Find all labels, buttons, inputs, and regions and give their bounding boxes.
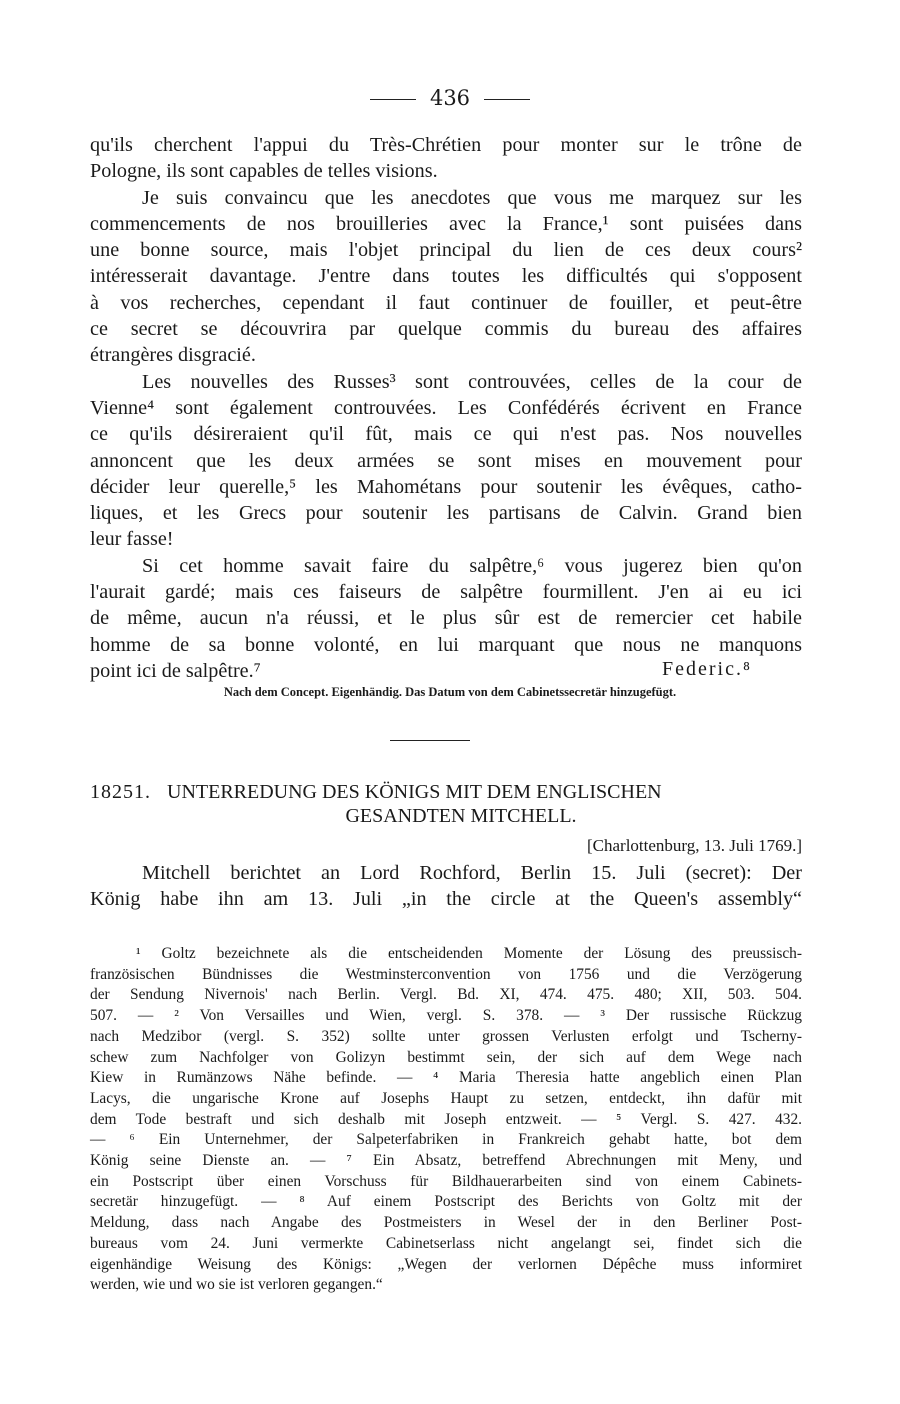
- letter-line: Je suis convaincu que les anecdotes que vous me marquez sur les: [142, 186, 802, 209]
- page-number: [0, 86, 900, 110]
- footnote-line: 507. — ² Von Versailles und Wien, vergl. S. 378. — ³ Der russische Rückzug: [90, 1007, 802, 1025]
- footnote-line: ¹ Goltz bezeichnete als die entscheidenden Momente der Lösung des preussisch-: [136, 945, 802, 962]
- page-number-text: 436: [429, 86, 471, 110]
- letter-line: décider leur querelle,⁵ les Mahométans pour soutenir les évêques, catho-: [90, 475, 802, 498]
- footnote-line: dem Tode bestraft und sich deshalb mit Joseph entzweit. — ⁵ Vergl. S. 427. 432.: [90, 1110, 802, 1128]
- letter-line: point ici de salpêtre.⁷: [90, 659, 261, 682]
- letter-line: leur fasse!: [90, 528, 174, 551]
- footnote-line: Meldung, dass nach Angabe des Postmeisters in Wesel der in den Berliner Post-: [90, 1214, 802, 1232]
- letter-line: Les nouvelles des Russes³ sont controuvées, celles de la cour de: [142, 370, 802, 393]
- report-line: Mitchell berichtet an Lord Rochford, Berlin 15. Juli (secret): Der: [142, 862, 802, 884]
- footnote-line: Kiew in Rumänzows Nähe befinde. — ⁴ Maria Theresia hatte angeblich einen Plan: [90, 1069, 802, 1087]
- signature: Federic.⁸: [662, 658, 752, 680]
- footnote-line: ein Postscript über einen Vorschuss für Bildhauerarbeiten sind von einem Cabinets-: [90, 1172, 802, 1190]
- document-title-line2: GESANDTEN MITCHELL.: [345, 805, 577, 827]
- letter-line: étrangères disgracié.: [90, 344, 256, 367]
- footnote-line: — ⁶ Ein Unternehmer, der Salpeterfabriken in Frankreich gehabt hatte, bot dem: [90, 1131, 802, 1149]
- letter-line: à vos recherches, cependant il faut continuer de fouiller, et peut-être: [90, 291, 802, 314]
- letter-line: une bonne source, mais l'objet principal du lien de ces deux cours²: [90, 239, 802, 262]
- letter-line: intéresserait davantage. J'entre dans toutes les difficultés qui s'opposent: [90, 265, 802, 288]
- letter-line: Pologne, ils sont capables de telles visions.: [90, 160, 438, 183]
- footnote-line: eigenhändige Weisung des Königs: „Wegen der verlornen Dépêche muss informiret: [90, 1255, 802, 1273]
- document-number: 18251.: [90, 781, 151, 803]
- report-body: [90, 860, 802, 913]
- footnote-line: schew zum Nachfolger von Golizyn bestimmt sein, der sich auf dem Wege nach: [90, 1048, 802, 1066]
- letter-line: qu'ils cherchent l'appui du Très-Chrétien pour monter sur le trône de: [90, 134, 802, 156]
- letter-line: commencements de nos brouilleries avec la France,¹ sont puisées dans: [90, 212, 802, 235]
- section-divider: [390, 740, 470, 741]
- footnote-line: werden, wie und wo sie ist verloren gegangen.“: [90, 1276, 383, 1294]
- letter-line: ce qu'ils désireraient qu'il fût, mais ce qui n'est pas. Nos nouvelles: [90, 423, 802, 446]
- footnote-line: Lacys, die ungarische Krone auf Josephs Haupt zu setzen, entdeckt, ihn dafür mit: [90, 1089, 802, 1107]
- footnote-line: secretär hinzugefügt. — ⁸ Auf einem Postscript des Berichts von Goltz mit der: [90, 1193, 802, 1211]
- footnote-line: französischen Bündnisses die Westminsterconvention von 1756 und die Verzögerung: [90, 965, 802, 983]
- document-title-line1: UNTERREDUNG DES KÖNIGS MIT DEM ENGLISCHEN: [167, 781, 662, 803]
- source-note: Nach dem Concept. Eigenhändig. Das Datum von dem Cabinetssecretär hinzugefügt.: [223, 685, 677, 699]
- letter-line: Vienne⁴ sont également controuvées. Les Confédérés écrivent en France: [90, 396, 802, 419]
- footnote-line: nach Medzibor (vergl. S. 352) sollte unter grossen Verlusten erfolgt und Tscherny-: [90, 1027, 802, 1045]
- letter-line: Si cet homme savait faire du salpêtre,⁶ vous jugerez bien qu'on: [142, 554, 802, 577]
- footnote-line: König seine Dienste an. — ⁷ Ein Absatz, betreffend Abrechnungen mit Meny, und: [90, 1152, 802, 1170]
- page-number-rule-left: [370, 99, 416, 100]
- letter-line: annoncent que les deux armées se sont mises en mouvement pour: [90, 449, 802, 472]
- letter-line: l'aurait gardé; mais ces faiseurs de salpêtre fourmillent. J'en ai eu ici: [90, 581, 802, 604]
- page-number-rule-right: [484, 99, 530, 100]
- footnote-line: der Sendung Nivernois' nach Berlin. Vergl. Bd. XI, 474. 475. 480; XII, 503. 504.: [90, 986, 802, 1004]
- footnotes: [90, 944, 802, 1296]
- letter-line: homme de sa bonne volonté, en lui marquant que nous ne manquons: [90, 633, 802, 656]
- letter-line: liques, et les Grecs pour soutenir les partisans de Calvin. Grand bien: [90, 502, 802, 525]
- dateline: [Charlottenburg, 13. Juli 1769.]: [587, 836, 802, 855]
- document-heading: [90, 780, 802, 828]
- letter-body: [90, 132, 802, 684]
- letter-line: ce secret se découvrira par quelque commis du bureau des affaires: [90, 318, 802, 341]
- footnote-line: bureaus vom 24. Juni vermerkte Cabinetserlass nicht angelangt sei, findet sich die: [90, 1234, 802, 1252]
- letter-line: de même, aucun n'a réussi, et le plus sûr est de remercier cet habile: [90, 607, 802, 630]
- report-line: König habe ihn am 13. Juli „in the circle at the Queen's assembly“: [90, 888, 802, 911]
